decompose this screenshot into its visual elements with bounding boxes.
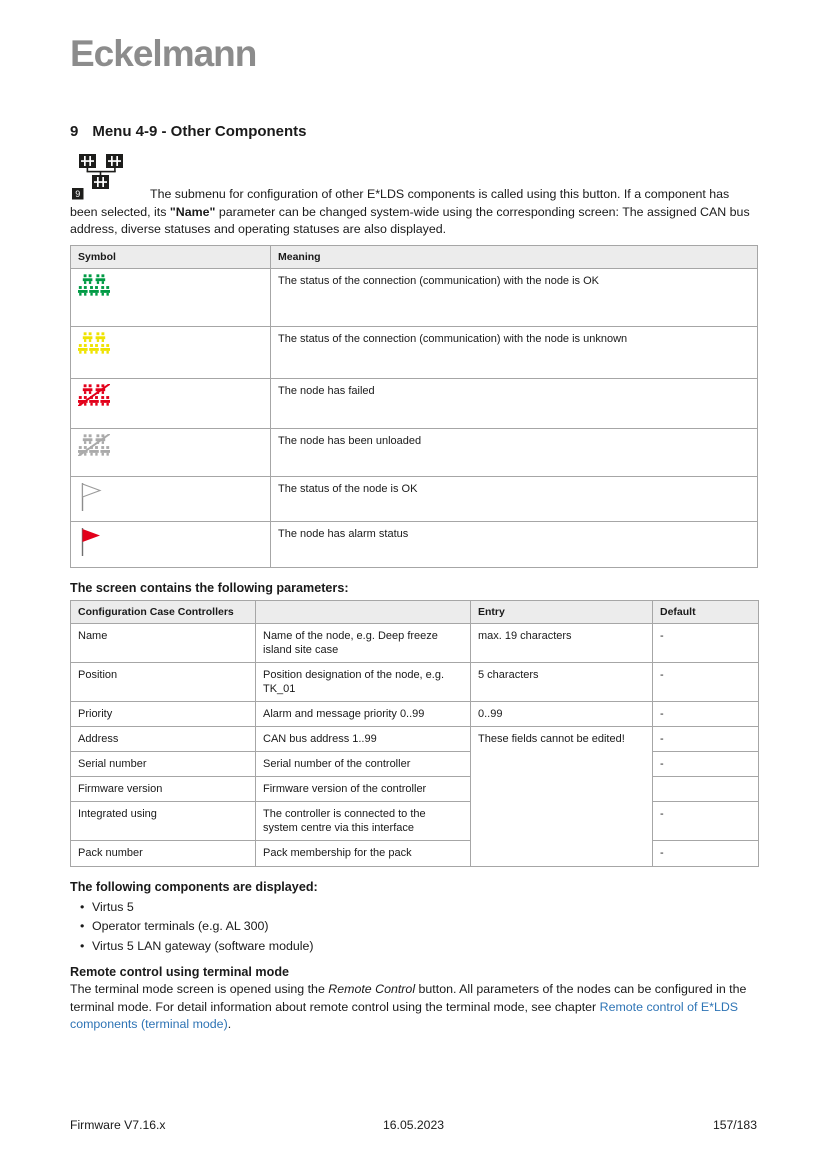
param-desc-cell: Name of the node, e.g. Deep freeze island site case bbox=[256, 623, 471, 662]
meaning-column-header: Meaning bbox=[271, 245, 758, 268]
param-name-cell: Serial number bbox=[71, 751, 256, 776]
symbol-cell bbox=[71, 378, 271, 428]
param-name-cell: Priority bbox=[71, 701, 256, 726]
param-name-cell: Position bbox=[71, 662, 256, 701]
param-default-cell: - bbox=[653, 623, 759, 662]
symbol-cell bbox=[71, 326, 271, 378]
parameters-table-header-row bbox=[71, 600, 759, 623]
menu-button-glyph bbox=[72, 154, 130, 200]
node-status-unknown-icon bbox=[78, 332, 110, 354]
node-status-ok-icon bbox=[78, 274, 110, 296]
symbol-cell bbox=[71, 476, 271, 521]
node-unloaded-icon bbox=[78, 434, 110, 456]
chapter-link[interactable]: Remote control of E*LDS components (terminal mode) bbox=[70, 999, 739, 1032]
default-column-header: Default bbox=[653, 600, 759, 623]
footer-firmware-version: Firmware V7.16.x bbox=[70, 1118, 166, 1132]
symbol-cell bbox=[71, 268, 271, 326]
meaning-cell: The status of the node is OK bbox=[271, 476, 758, 521]
table-row bbox=[71, 726, 759, 751]
footer-page-number: 157/183 bbox=[712, 1118, 757, 1132]
intro-paragraph bbox=[70, 153, 758, 239]
symbol-table bbox=[70, 245, 758, 568]
description-column-header bbox=[256, 600, 471, 623]
table-row bbox=[71, 701, 759, 726]
eckelmann-logo: Eckelmann bbox=[70, 33, 257, 74]
table-row bbox=[71, 521, 758, 567]
remote-control-button-name: Remote Control bbox=[328, 982, 416, 997]
intro-block bbox=[70, 153, 758, 239]
symbol-column-header: Symbol bbox=[71, 245, 271, 268]
param-entry-cell: max. 19 characters bbox=[471, 623, 653, 662]
entry-column-header: Entry bbox=[471, 600, 653, 623]
table-row bbox=[71, 840, 759, 866]
node-failed-icon bbox=[78, 384, 110, 406]
intro-text-after: parameter can be changed system-wide using the corresponding screen: The assigned CAN bus address, diverse statuses and operating statuses are also displayed. bbox=[70, 204, 750, 237]
intro-name-bold: "Name" bbox=[169, 204, 216, 219]
symbol-cell bbox=[71, 521, 271, 567]
meaning-cell: The status of the connection (communication) with the node is unknown bbox=[271, 326, 758, 378]
meaning-cell: The node has been unloaded bbox=[271, 428, 758, 476]
table-row bbox=[71, 776, 759, 801]
remote-text-middle: button. All parameters of the nodes can be configured in the terminal mode. For detail information about remote control using the terminal mode, see chapter bbox=[70, 982, 747, 1014]
param-name-cell: Address bbox=[71, 726, 256, 751]
table-row bbox=[71, 378, 758, 428]
table-row bbox=[71, 476, 758, 521]
meaning-cell: The status of the connection (communication) with the node is OK bbox=[271, 268, 758, 326]
flag-ok-icon bbox=[78, 482, 102, 512]
param-entry-cell: 5 characters bbox=[471, 662, 653, 701]
config-column-header: Configuration Case Controllers bbox=[71, 600, 256, 623]
param-name-cell: Firmware version bbox=[71, 776, 256, 801]
remote-control-paragraph bbox=[70, 981, 758, 1034]
list-item: • Virtus 5 LAN gateway (software module) bbox=[80, 937, 758, 957]
page-footer bbox=[70, 1118, 757, 1132]
meaning-cell: The node has alarm status bbox=[271, 521, 758, 567]
param-desc-cell: Firmware version of the controller bbox=[256, 776, 471, 801]
param-default-cell: - bbox=[653, 801, 759, 840]
param-desc-cell: The controller is connected to the system centre via this interface bbox=[256, 801, 471, 840]
table-row bbox=[71, 751, 759, 776]
footer-date: 16.05.2023 bbox=[383, 1118, 444, 1132]
param-default-cell bbox=[653, 776, 759, 801]
table-row bbox=[71, 801, 759, 840]
param-desc-cell: Serial number of the controller bbox=[256, 751, 471, 776]
parameters-heading: The screen contains the following parameters: bbox=[70, 580, 349, 595]
flag-alarm-icon bbox=[78, 527, 102, 557]
param-name-cell: Name bbox=[71, 623, 256, 662]
param-entry-merged-cell: These fields cannot be edited! bbox=[471, 726, 653, 866]
param-default-cell: - bbox=[653, 840, 759, 866]
other-components-menu-icon bbox=[72, 154, 130, 205]
components-list bbox=[70, 898, 758, 957]
meaning-cell: The node has failed bbox=[271, 378, 758, 428]
remote-text-end: . bbox=[227, 1017, 232, 1032]
symbol-cell bbox=[71, 428, 271, 476]
table-row bbox=[71, 268, 758, 326]
menu-badge-number: 9 bbox=[75, 189, 81, 200]
param-desc-cell: Position designation of the node, e.g. TK_01 bbox=[256, 662, 471, 701]
param-name-cell: Pack number bbox=[71, 840, 256, 866]
table-row bbox=[71, 428, 758, 476]
list-item: • Virtus 5 bbox=[80, 898, 758, 918]
section-number: 9 bbox=[70, 123, 79, 140]
param-entry-cell: 0..99 bbox=[471, 701, 653, 726]
components-heading: The following components are displayed: bbox=[70, 879, 318, 894]
remote-control-heading: Remote control using terminal mode bbox=[70, 965, 290, 980]
param-default-cell: - bbox=[653, 751, 759, 776]
remote-text-before: The terminal mode screen is opened using the bbox=[70, 982, 329, 997]
param-name-cell: Integrated using bbox=[71, 801, 256, 840]
table-row bbox=[71, 662, 759, 701]
table-row bbox=[71, 326, 758, 378]
section-heading bbox=[70, 123, 758, 140]
param-default-cell: - bbox=[653, 701, 759, 726]
param-desc-cell: Alarm and message priority 0..99 bbox=[256, 701, 471, 726]
param-default-cell: - bbox=[653, 726, 759, 751]
param-desc-cell: CAN bus address 1..99 bbox=[256, 726, 471, 751]
list-item: • Operator terminals (e.g. AL 300) bbox=[80, 917, 758, 937]
parameters-table bbox=[70, 600, 759, 867]
intro-text-before: The submenu for configuration of other E*LDS components is called using this button. If a component has been selected, its bbox=[70, 187, 730, 219]
table-row bbox=[71, 623, 759, 662]
section-title-text: Menu 4-9 - Other Components bbox=[92, 123, 307, 140]
symbol-table-header-row bbox=[71, 245, 758, 268]
param-desc-cell: Pack membership for the pack bbox=[256, 840, 471, 866]
param-default-cell: - bbox=[653, 662, 759, 701]
